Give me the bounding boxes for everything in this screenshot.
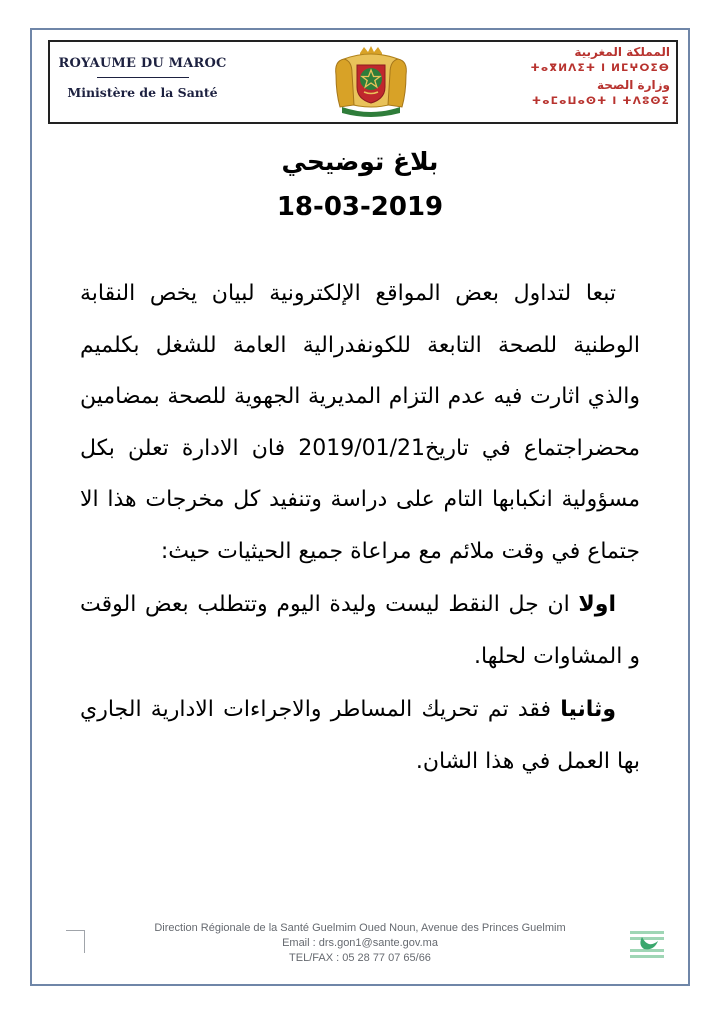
ministry-name-tifinagh: ⵜⴰⵎⴰⵡⴰⵙⵜ ⵏ ⵜⴷⵓⵙⵉ bbox=[531, 95, 670, 107]
point-first bbox=[80, 579, 640, 682]
kingdom-name-fr: ROYAUME DU MAROC bbox=[58, 56, 227, 71]
ministry-name-fr: Ministère de la Santé bbox=[67, 85, 218, 100]
letterhead-arabic-tifinagh bbox=[520, 44, 670, 110]
point-first-label: اولا bbox=[578, 592, 616, 617]
health-crescent-logo-icon bbox=[628, 925, 668, 965]
intro-paragraph: تبعا لتداول بعض المواقع الإلكترونية لبيان يخص النقابة الوطنية للصحة التابعة للكونفدرالية العامة للشغل بكلميم والذي اثارت فيه عدم التزام المديرية الجهوية للصحة بمضامين محضراجتماع في تاريخ2019/01/21 فان الادارة تعلن بكل مسؤولية انكبابها التام على دراسة وتنفيد كل مخرجات هذا الا جتماع في وقت ملائم مع مراعاة جميع الحيثيات حيث: bbox=[80, 281, 640, 564]
document-title: بلاغ توضيحي bbox=[281, 147, 439, 176]
moroccan-coat-of-arms-icon bbox=[330, 45, 412, 119]
point-second-text: فقد تم تحريك المساطر والاجراءات الادارية الجاري بها العمل في هذا الشان. bbox=[80, 697, 640, 774]
corner-mark bbox=[66, 930, 85, 953]
letterhead-french bbox=[50, 56, 235, 100]
kingdom-name-tifinagh: ⵜⴰⴳⵍⴷⵉⵜ ⵏ ⵍⵎⵖⵔⵉⴱ bbox=[530, 62, 670, 74]
point-second bbox=[80, 684, 640, 787]
letterhead bbox=[48, 40, 678, 124]
footer-email: Email : drs.gon1@sante.gov.ma bbox=[282, 937, 438, 949]
letterhead-divider bbox=[97, 77, 189, 78]
footer-address: Direction Régionale de la Santé Guelmim Oued Noun, Avenue des Princes Guelmim bbox=[154, 922, 566, 934]
document-date: 18-03-2019 bbox=[276, 192, 444, 222]
footer-telfax: TEL/FAX : 05 28 77 07 65/66 bbox=[289, 952, 431, 964]
ministry-name-ar: وزارة الصحة bbox=[596, 78, 670, 92]
point-first-text: ان جل النقط ليست وليدة اليوم وتتطلب بعض الوقت و المشاوات لحلها. bbox=[80, 592, 640, 669]
kingdom-name-ar: المملكة المغربية bbox=[574, 45, 670, 59]
footer bbox=[90, 921, 630, 966]
document-body bbox=[80, 268, 640, 787]
point-second-label: وثانيا bbox=[560, 697, 616, 722]
